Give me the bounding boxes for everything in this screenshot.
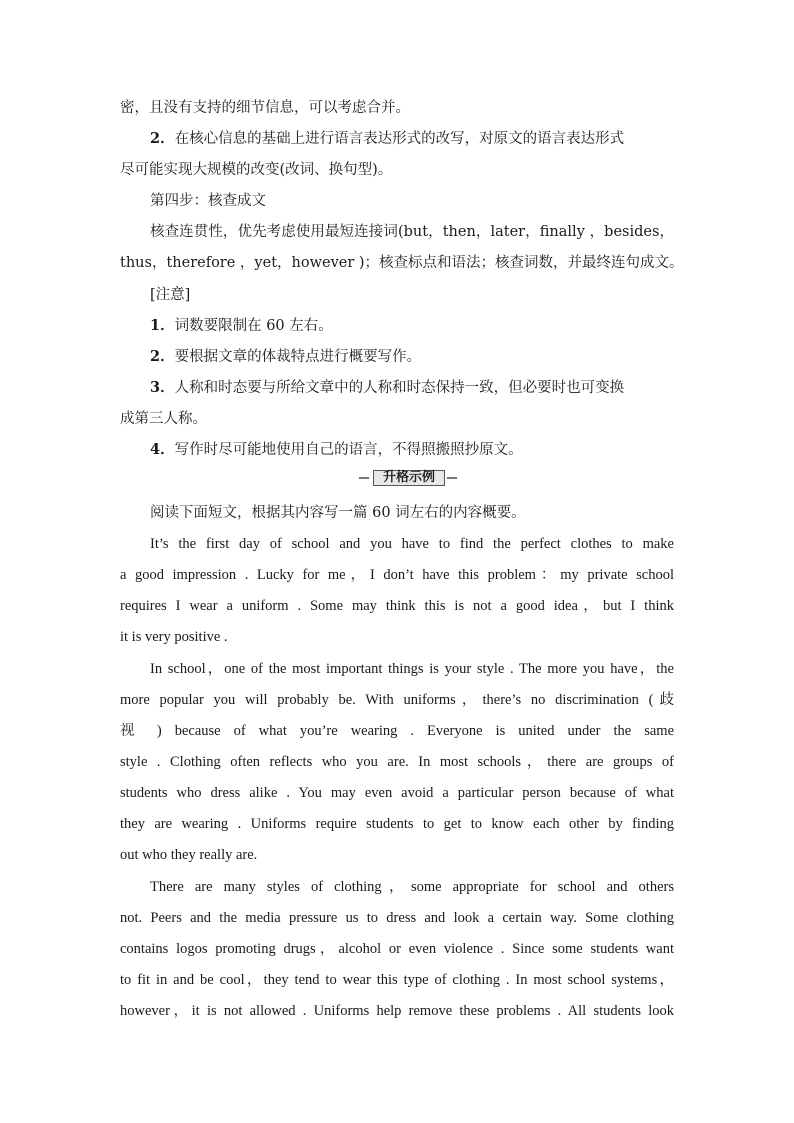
item-number: 2．: [150, 130, 175, 147]
passage-line: they are wearing . Uniforms require students to get to know each other by finding: [120, 816, 674, 832]
text-line: 1．词数要限制在 60 左右。: [150, 317, 333, 334]
passage-line: contains logos promoting drugs，alcohol or even violence . Since some students want: [120, 941, 674, 957]
passage-line: 视 ) because of what you’re wearing . Everyone is united under the same: [120, 723, 674, 739]
item-number: 1．: [150, 317, 175, 334]
text-line: 3．人称和时态要与所给文章中的人称和时态保持一致，但必要时也可变换: [150, 379, 625, 396]
passage-line: not. Peers and the media pressure us to dress and look a certain way. Some clothing: [120, 910, 674, 926]
passage-line: students who dress alike . You may even avoid a particular person because of what: [120, 785, 674, 801]
item-number: 4．: [150, 441, 175, 458]
banner-left-rule: [359, 477, 369, 479]
text-line: 尽可能实现大规模的改变(改词、换句型)。: [120, 162, 393, 178]
instruction-line: 阅读下面短文，根据其内容写一篇 60 词左右的内容概要。: [150, 505, 526, 521]
passage-line: however，it is not allowed . Uniforms help remove these problems . All students look: [120, 1003, 674, 1019]
item-number: 3．: [150, 379, 175, 396]
passage-line: requires I wear a uniform . Some may think this is not a good idea，but I think: [120, 598, 674, 614]
text-line: 核查连贯性，优先考虑使用最短连接词(but，then，later，finally ，besides，: [150, 224, 674, 240]
text-line: 4．写作时尽可能地使用自己的语言，不得照搬照抄原文。: [150, 441, 523, 458]
text-line: thus，therefore ，yet，however )；核查标点和语法；核查词数，并最终连句成文。: [120, 255, 684, 271]
text-line: 密，且没有支持的细节信息，可以考虑合并。: [120, 100, 410, 116]
section-heading: 第四步：核查成文: [150, 193, 266, 209]
text-line: 2．在核心信息的基础上进行语言表达形式的改写，对原文的语言表达形式: [150, 130, 625, 147]
banner-right-rule: [447, 477, 457, 479]
passage-line: it is very positive .: [120, 629, 228, 645]
passage-line: There are many styles of clothing，some appropriate for school and others: [150, 879, 674, 895]
passage-line: a good impression . Lucky for me，I don’t have this problem：my private school: [120, 567, 674, 583]
text-line: 成第三人称。: [120, 411, 207, 427]
section-banner: [359, 468, 459, 488]
banner-label: 升格示例: [382, 470, 435, 485]
passage-line: to fit in and be cool，they tend to wear this type of clothing . In most school systems，: [120, 972, 674, 988]
passage-line: more popular you will probably be. With uniforms，there’s no discrimination (歧: [120, 692, 674, 708]
passage-line: It’s the first day of school and you have to find the perfect clothes to make: [150, 536, 674, 552]
passage-line: out who they really are.: [120, 847, 258, 863]
text-line: 2．要根据文章的体裁特点进行概要写作。: [150, 348, 422, 365]
passage-line: In school，one of the most important things is your style . The more you have，the: [150, 661, 674, 677]
item-number: 2．: [150, 348, 175, 365]
passage-line: style . Clothing often reflects who you are. In most schools，there are groups of: [120, 754, 674, 770]
note-heading: [注意]: [150, 287, 191, 303]
